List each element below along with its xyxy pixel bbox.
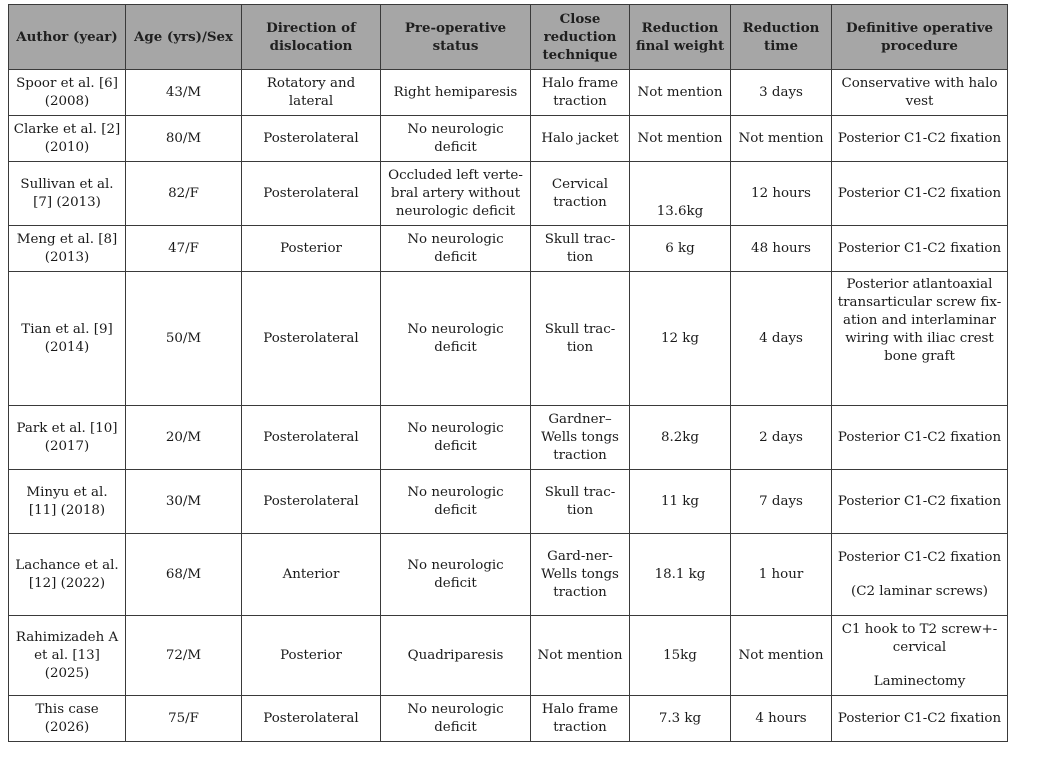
procedure-line-main: C1 hook to T2 screw+-cervical [841, 621, 998, 655]
header-time: Reduction time [731, 5, 832, 70]
literature-review-table [8, 4, 1008, 742]
cell-direction: Posterolateral [242, 272, 381, 406]
cell-direction: Posterior [242, 226, 381, 272]
cell-author: Sullivan et al. [7] (2013) [9, 162, 126, 226]
cell-author: Park et al. [10] (2017) [9, 406, 126, 470]
cell-procedure: Posterior C1-C2 fixation [832, 470, 1008, 534]
cell-weight: Not mention [630, 70, 731, 116]
table-row [9, 162, 1008, 226]
table-row [9, 116, 1008, 162]
cell-status: Occluded left verte-bral artery without neurologic deficit [381, 162, 531, 226]
table-row [9, 70, 1008, 116]
cell-author: Lachance et al. [12] (2022) [9, 534, 126, 616]
cell-age-sex: 82/F [126, 162, 242, 226]
cell-status: Right hemiparesis [381, 70, 531, 116]
table-row [9, 226, 1008, 272]
cell-procedure: Posterior atlantoaxial transarticular screw fix-ation and interlaminar wiring with iliac crest bone graft [832, 272, 1008, 406]
table-row [9, 616, 1008, 696]
cell-age-sex: 30/M [126, 470, 242, 534]
cell-status: No neurologic deficit [381, 226, 531, 272]
cell-procedure: Conservative with halo vest [832, 70, 1008, 116]
cell-status: No neurologic deficit [381, 116, 531, 162]
cell-age-sex: 75/F [126, 696, 242, 742]
cell-technique: Skull trac-tion [531, 226, 630, 272]
cell-author: Rahimizadeh A et al. [13] (2025) [9, 616, 126, 696]
cell-time: Not mention [731, 116, 832, 162]
cell-procedure: Posterior C1-C2 fixation [832, 116, 1008, 162]
header-age-sex: Age (yrs)/Sex [126, 5, 242, 70]
cell-direction: Posterolateral [242, 696, 381, 742]
cell-weight: 13.6kg [630, 162, 731, 226]
cell-weight: 18.1 kg [630, 534, 731, 616]
cell-technique: Skull trac-tion [531, 470, 630, 534]
procedure-line-note: Laminectomy [873, 673, 966, 689]
cell-technique: Skull trac-tion [531, 272, 630, 406]
cell-time: 48 hours [731, 226, 832, 272]
header-status: Pre-operative status [381, 5, 531, 70]
cell-author: Minyu et al. [11] (2018) [9, 470, 126, 534]
cell-direction: Posterior [242, 616, 381, 696]
cell-weight: 11 kg [630, 470, 731, 534]
cell-procedure [832, 534, 1008, 616]
cell-direction: Posterolateral [242, 116, 381, 162]
cell-age-sex: 72/M [126, 616, 242, 696]
table-row [9, 406, 1008, 470]
cell-technique: Halo frame traction [531, 70, 630, 116]
table-row [9, 534, 1008, 616]
cell-procedure: Posterior C1-C2 fixation [832, 226, 1008, 272]
cell-direction: Rotatory and lateral [242, 70, 381, 116]
cell-age-sex: 80/M [126, 116, 242, 162]
cell-status: No neurologic deficit [381, 470, 531, 534]
cell-author: Meng et al. [8] (2013) [9, 226, 126, 272]
cell-status: Quadriparesis [381, 616, 531, 696]
header-direction: Direction of dislocation [242, 5, 381, 70]
cell-procedure [832, 616, 1008, 696]
cell-technique: Not mention [531, 616, 630, 696]
cell-direction: Posterolateral [242, 162, 381, 226]
cell-technique: Halo jacket [531, 116, 630, 162]
cell-procedure: Posterior C1-C2 fixation [832, 162, 1008, 226]
cell-author: This case (2026) [9, 696, 126, 742]
cell-time: 12 hours [731, 162, 832, 226]
cell-age-sex: 20/M [126, 406, 242, 470]
cell-technique: Gard-ner-Wells tongs traction [531, 534, 630, 616]
table-row [9, 696, 1008, 742]
cell-direction: Anterior [242, 534, 381, 616]
cell-author: Tian et al. [9] (2014) [9, 272, 126, 406]
cell-procedure: Posterior C1-C2 fixation [832, 406, 1008, 470]
cell-technique: Cervical traction [531, 162, 630, 226]
cell-technique: Halo frame traction [531, 696, 630, 742]
header-row [9, 5, 1008, 70]
header-procedure: Definitive operative procedure [832, 5, 1008, 70]
cell-age-sex: 47/F [126, 226, 242, 272]
cell-status: No neurologic deficit [381, 406, 531, 470]
cell-age-sex: 50/M [126, 272, 242, 406]
cell-status: No neurologic deficit [381, 696, 531, 742]
cell-time: 7 days [731, 470, 832, 534]
cell-direction: Posterolateral [242, 470, 381, 534]
cell-direction: Posterolateral [242, 406, 381, 470]
cell-status: No neurologic deficit [381, 534, 531, 616]
cell-procedure: Posterior C1-C2 fixation [832, 696, 1008, 742]
procedure-line-main: Posterior C1-C2 fixation [837, 549, 1002, 565]
cell-weight: 8.2kg [630, 406, 731, 470]
cell-time: 4 hours [731, 696, 832, 742]
cell-time: Not mention [731, 616, 832, 696]
table-row [9, 470, 1008, 534]
table-row [9, 272, 1008, 406]
cell-technique: Gardner–Wells tongs traction [531, 406, 630, 470]
cell-weight: 15kg [630, 616, 731, 696]
cell-weight: 7.3 kg [630, 696, 731, 742]
cell-time: 1 hour [731, 534, 832, 616]
cell-time: 4 days [731, 272, 832, 406]
header-technique: Close reduction technique [531, 5, 630, 70]
cell-time: 3 days [731, 70, 832, 116]
cell-weight: 12 kg [630, 272, 731, 406]
cell-author: Spoor et al. [6] (2008) [9, 70, 126, 116]
procedure-line-note: (C2 laminar screws) [850, 583, 988, 599]
cell-author: Clarke et al. [2] (2010) [9, 116, 126, 162]
cell-time: 2 days [731, 406, 832, 470]
header-author: Author (year) [9, 5, 126, 70]
header-weight: Reduction final weight [630, 5, 731, 70]
cell-age-sex: 43/M [126, 70, 242, 116]
cell-status: No neurologic deficit [381, 272, 531, 406]
cell-weight: Not mention [630, 116, 731, 162]
cell-weight: 6 kg [630, 226, 731, 272]
cell-age-sex: 68/M [126, 534, 242, 616]
